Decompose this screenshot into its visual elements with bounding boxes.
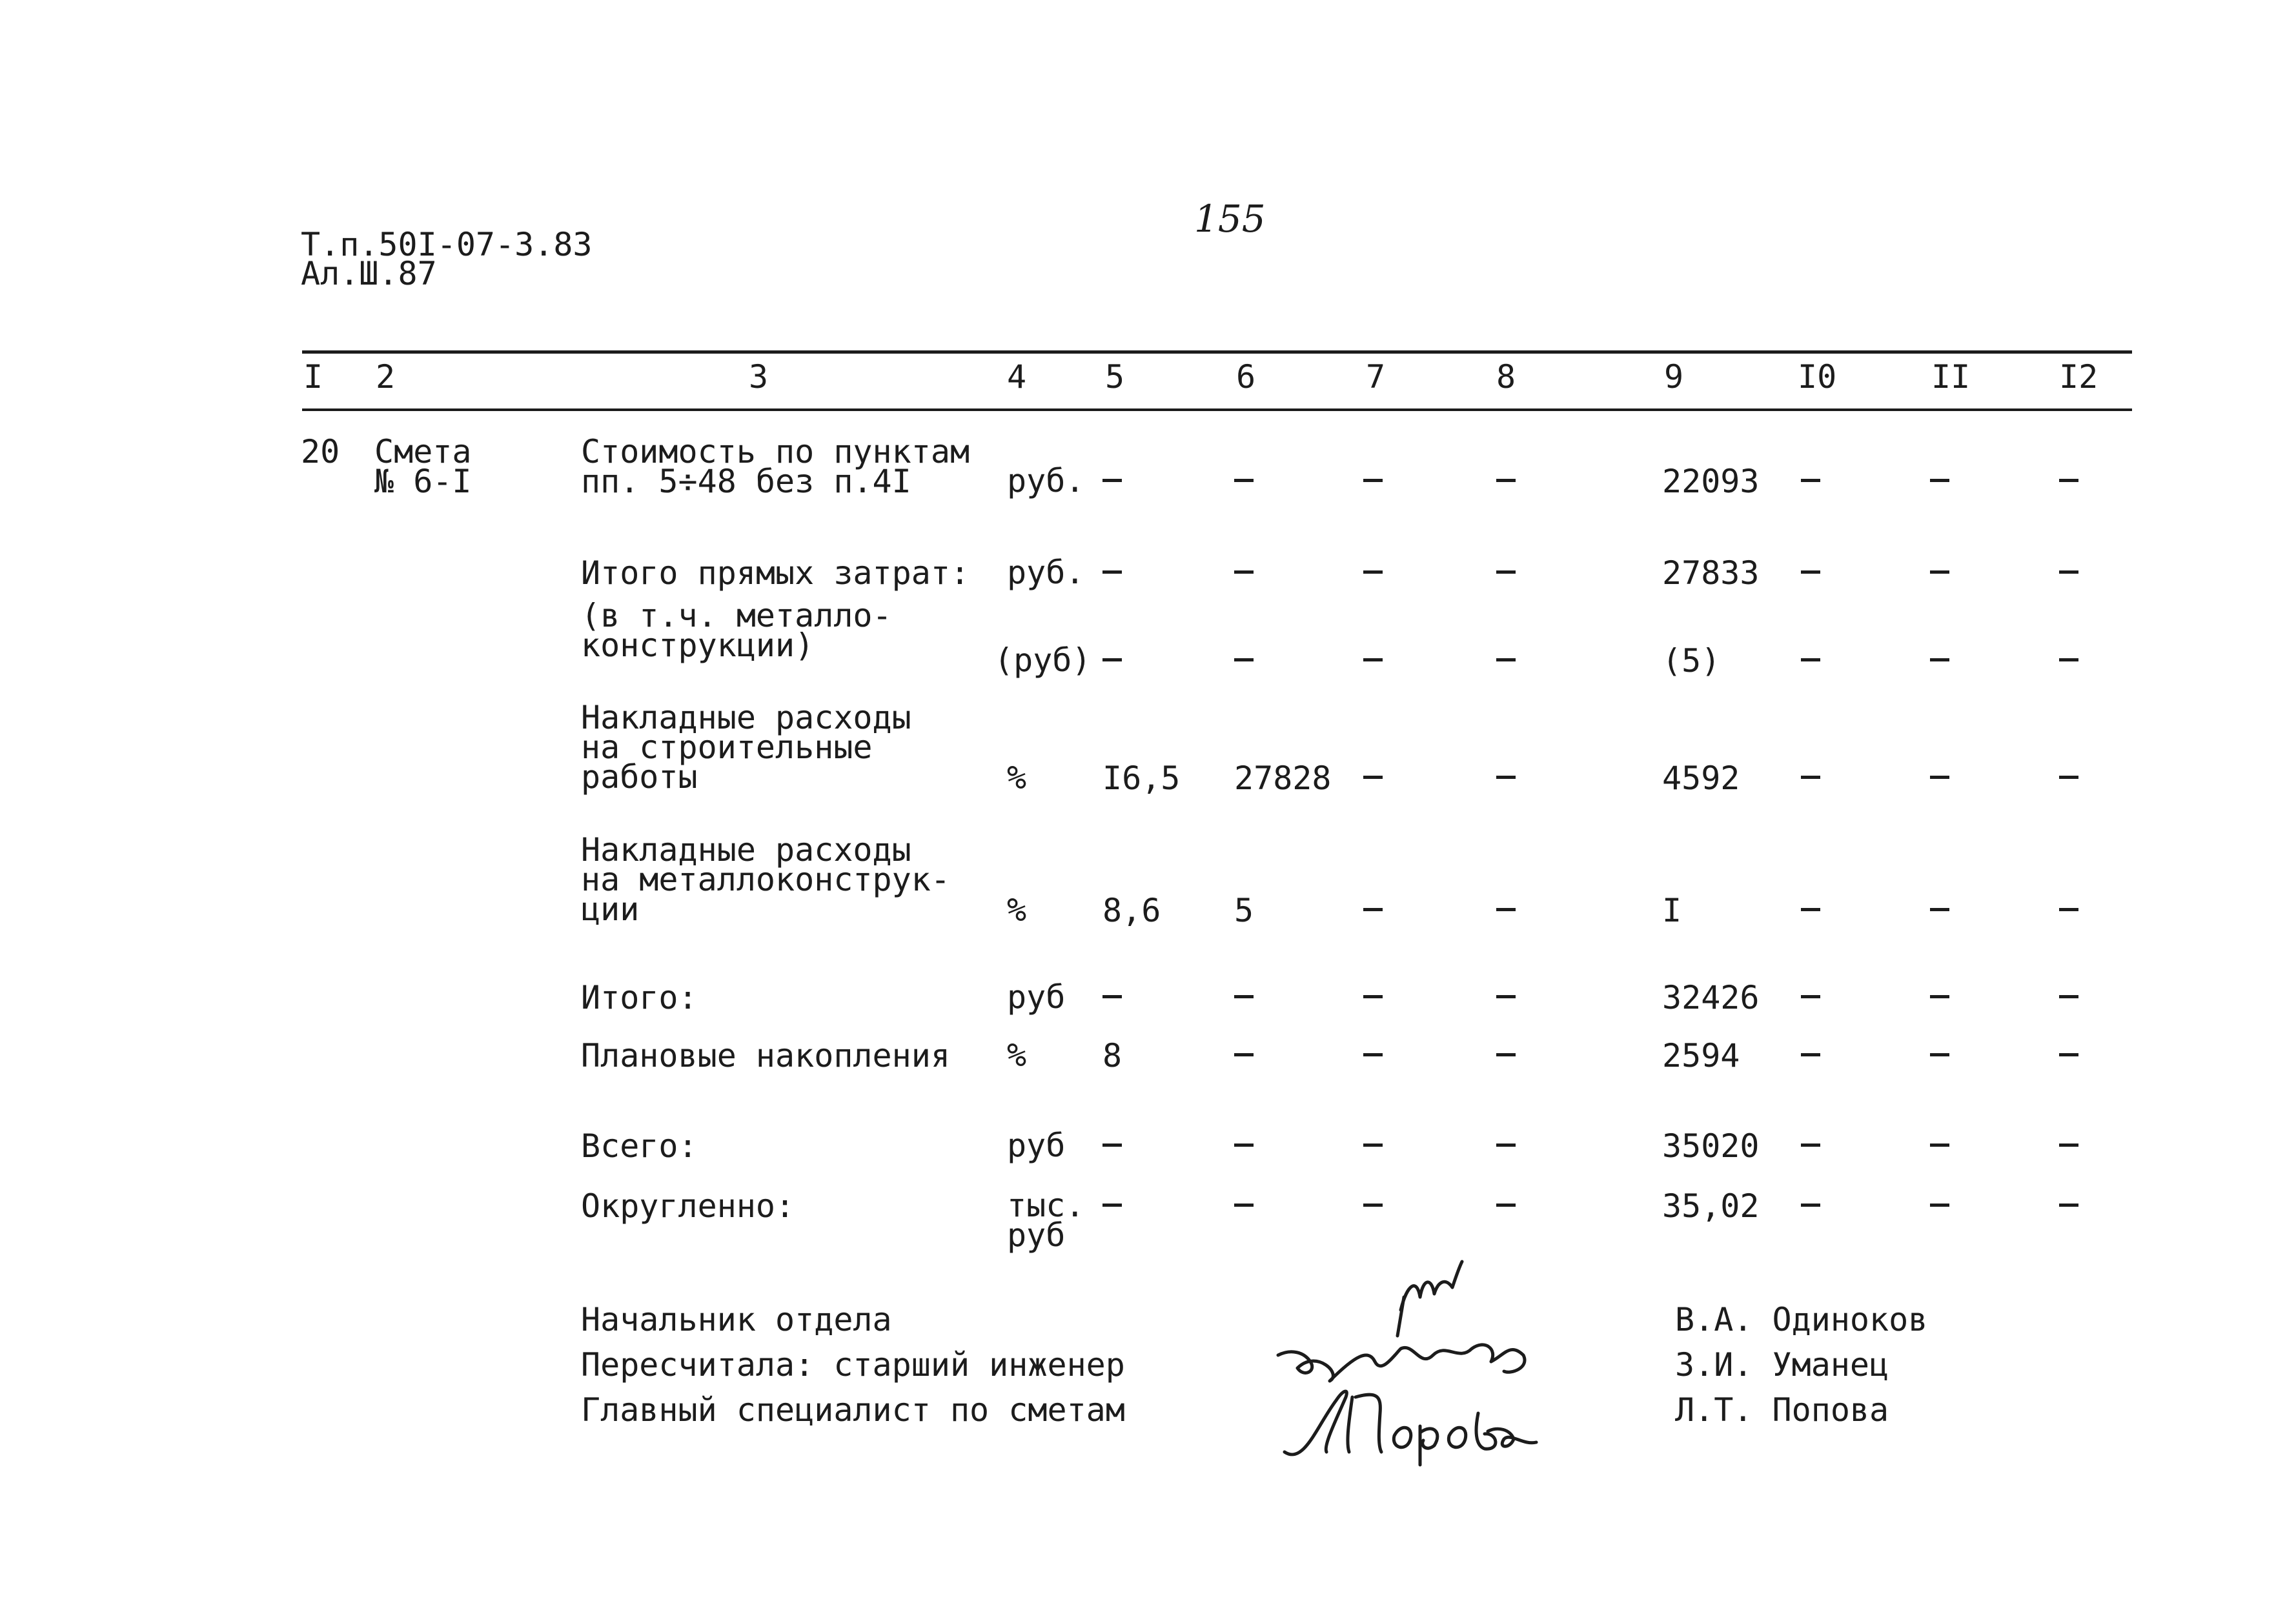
row-value-c7: [1363, 1040, 1383, 1071]
row-description: на металлоконструк-: [581, 861, 950, 898]
dash-mark: [1363, 995, 1383, 998]
row-unit: руб.: [1007, 462, 1085, 499]
row-unit: руб.: [1007, 554, 1085, 591]
row-value-c6: [1234, 982, 1254, 1013]
handwritten-signatures: [1265, 1258, 1562, 1484]
column-header-7: 7: [1366, 358, 1386, 396]
signature-initials-tail: [1397, 1297, 1404, 1336]
dash-mark: [1801, 1053, 1820, 1056]
row-value-c9: 4592: [1662, 760, 1740, 797]
dash-mark: [1930, 776, 1949, 779]
dash-mark: [2059, 479, 2078, 482]
page-number: 155: [1194, 197, 1266, 241]
row-value-c11: [1930, 1191, 1949, 1222]
dash-mark: [1234, 1053, 1254, 1056]
row-value-c7: [1363, 558, 1383, 589]
row-value-c10: [1801, 466, 1820, 497]
row-description: Всего:: [581, 1127, 698, 1165]
dash-mark: [1801, 1144, 1820, 1147]
row-value-c6: 27828: [1234, 760, 1332, 797]
row-value-c8: [1496, 763, 1516, 794]
dash-mark: [1234, 1204, 1254, 1207]
dash-mark: [1496, 570, 1516, 574]
row-value-c7: [1363, 895, 1383, 926]
dash-mark: [1496, 1144, 1516, 1147]
row-value-c12: [2059, 558, 2078, 589]
dash-mark: [1234, 995, 1254, 998]
dash-mark: [1363, 1204, 1383, 1207]
dash-mark: [1801, 995, 1820, 998]
row-value-c9: 27833: [1662, 554, 1760, 592]
row-description: Итого прямых затрат:: [581, 554, 970, 592]
row-value-c12: [2059, 982, 2078, 1013]
row-value-c11: [1930, 763, 1949, 794]
dash-mark: [2059, 658, 2078, 661]
column-header-1: I: [303, 358, 323, 396]
row-description: пп. 5÷48 без п.4I: [581, 463, 911, 500]
row-description: на строительные: [581, 729, 873, 766]
row-value-c12: [2059, 895, 2078, 926]
dash-mark: [1496, 1204, 1516, 1207]
row-value-c5: 8: [1102, 1037, 1123, 1074]
row-value-c7: [1363, 645, 1383, 676]
estimate-ref-line1: Смета: [374, 433, 472, 470]
row-value-c5: [1102, 466, 1122, 497]
dash-mark: [2059, 1204, 2078, 1207]
row-value-c9: 35,02: [1662, 1187, 1760, 1225]
row-value-c9: I: [1662, 892, 1682, 929]
row-description: (в т.ч. металло-: [581, 597, 892, 634]
dash-mark: [2059, 776, 2078, 779]
row-value-c9: 35020: [1662, 1127, 1760, 1165]
row-value-c5: 8,6: [1102, 892, 1161, 929]
dash-mark: [1930, 1053, 1949, 1056]
row-unit: руб: [1007, 978, 1066, 1016]
column-header-12: I2: [2059, 358, 2098, 396]
row-value-c11: [1930, 645, 1949, 676]
row-description: Итого:: [581, 979, 698, 1016]
dash-mark: [1930, 1204, 1949, 1207]
estimate-ref-line2: № 6-I: [374, 463, 472, 500]
row-value-c9: 32426: [1662, 979, 1760, 1016]
column-header-5: 5: [1105, 358, 1125, 396]
row-description: Плановые накопления: [581, 1037, 950, 1074]
signature-popova-o1-stroke: [1394, 1427, 1410, 1447]
row-value-c10: [1801, 558, 1820, 589]
column-header-9: 9: [1664, 358, 1684, 396]
column-header-11: II: [1931, 358, 1971, 396]
row-value-c6: [1234, 1040, 1254, 1071]
dash-mark: [1102, 1144, 1122, 1147]
dash-mark: [1496, 479, 1516, 482]
row-value-c8: [1496, 1131, 1516, 1162]
dash-mark: [1801, 908, 1820, 911]
row-value-c5: [1102, 645, 1122, 676]
dash-mark: [1801, 570, 1820, 574]
signature-initials-stroke: [1401, 1262, 1462, 1310]
signature-popova-p2-stroke: [1420, 1426, 1438, 1465]
row-value-c9: 22093: [1662, 463, 1760, 500]
dash-mark: [1102, 995, 1122, 998]
row-value-c11: [1930, 895, 1949, 926]
dash-mark: [1102, 479, 1122, 482]
table-header-rule: [302, 408, 2132, 411]
dash-mark: [1930, 570, 1949, 574]
dash-mark: [2059, 1144, 2078, 1147]
dash-mark: [1801, 776, 1820, 779]
signature-uamanets-stroke: [1278, 1345, 1525, 1381]
dash-mark: [2059, 1053, 2078, 1056]
row-description: ции: [581, 891, 640, 928]
signatory-role: Пересчитала: старший инженер: [581, 1346, 1125, 1384]
row-value-c8: [1496, 1040, 1516, 1071]
dash-mark: [1363, 908, 1383, 911]
dash-mark: [1930, 995, 1949, 998]
dash-mark: [1496, 1053, 1516, 1056]
dash-mark: [1496, 995, 1516, 998]
row-value-c10: [1801, 1131, 1820, 1162]
row-value-c9: (5): [1662, 642, 1721, 680]
dash-mark: [1930, 658, 1949, 661]
row-value-c10: [1801, 645, 1820, 676]
row-unit: %: [1007, 1036, 1027, 1074]
dash-mark: [1496, 776, 1516, 779]
signature-popova-va-stroke: [1476, 1413, 1536, 1449]
row-value-c10: [1801, 982, 1820, 1013]
row-description: Округленно:: [581, 1187, 795, 1225]
row-description: Накладные расходы: [581, 699, 911, 736]
row-value-c8: [1496, 895, 1516, 926]
row-value-c7: [1363, 763, 1383, 794]
dash-mark: [1801, 1204, 1820, 1207]
signatory-role: Начальник отдела: [581, 1301, 892, 1338]
dash-mark: [1102, 1204, 1122, 1207]
row-value-c7: [1363, 466, 1383, 497]
row-value-c5: I6,5: [1102, 760, 1181, 797]
dash-mark: [2059, 570, 2078, 574]
item-number: 20: [301, 433, 340, 470]
dash-mark: [1930, 479, 1949, 482]
row-unit: %: [1007, 891, 1027, 929]
dash-mark: [1102, 570, 1122, 574]
row-value-c12: [2059, 1131, 2078, 1162]
row-value-c8: [1496, 1191, 1516, 1222]
row-value-c10: [1801, 763, 1820, 794]
dash-mark: [1496, 658, 1516, 661]
dash-mark: [1234, 570, 1254, 574]
row-value-c9: 2594: [1662, 1037, 1740, 1074]
dash-mark: [1801, 479, 1820, 482]
row-unit: тыс. руб: [1007, 1187, 1085, 1254]
table-top-rule: [302, 350, 2132, 354]
row-value-c5: [1102, 1191, 1122, 1222]
row-description: работы: [581, 758, 698, 796]
column-header-8: 8: [1496, 358, 1516, 396]
row-description: Накладные расходы: [581, 831, 911, 869]
row-value-c12: [2059, 763, 2078, 794]
signature-popova-o2-stroke: [1448, 1427, 1465, 1447]
row-value-c12: [2059, 466, 2078, 497]
signatory-name: З.И. Уманец: [1675, 1346, 1889, 1384]
row-value-c11: [1930, 466, 1949, 497]
signatory-name: Л.Т. Попова: [1675, 1391, 1889, 1429]
dash-mark: [1363, 570, 1383, 574]
row-value-c11: [1930, 558, 1949, 589]
row-value-c6: [1234, 1131, 1254, 1162]
column-header-10: I0: [1798, 358, 1837, 396]
dash-mark: [2059, 995, 2078, 998]
row-value-c8: [1496, 645, 1516, 676]
row-value-c8: [1496, 558, 1516, 589]
row-value-c11: [1930, 1131, 1949, 1162]
row-value-c10: [1801, 895, 1820, 926]
row-value-c5: [1102, 1131, 1122, 1162]
doc-code-line2: Ал.Ш.87: [301, 255, 437, 292]
row-value-c6: [1234, 645, 1254, 676]
row-value-c6: [1234, 466, 1254, 497]
dash-mark: [1801, 658, 1820, 661]
row-unit: (руб): [994, 641, 1092, 679]
row-value-c5: [1102, 982, 1122, 1013]
dash-mark: [1930, 1144, 1949, 1147]
row-value-c6: [1234, 1191, 1254, 1222]
row-value-c7: [1363, 982, 1383, 1013]
row-value-c11: [1930, 982, 1949, 1013]
row-value-c12: [2059, 645, 2078, 676]
dash-mark: [1363, 1053, 1383, 1056]
row-value-c11: [1930, 1040, 1949, 1071]
dash-mark: [1102, 658, 1122, 661]
dash-mark: [1234, 658, 1254, 661]
row-value-c10: [1801, 1191, 1820, 1222]
dash-mark: [1496, 908, 1516, 911]
signature-popova-L-stroke: [1285, 1391, 1346, 1455]
row-unit: руб: [1007, 1127, 1066, 1164]
dash-mark: [1234, 479, 1254, 482]
dash-mark: [1363, 479, 1383, 482]
row-value-c7: [1363, 1191, 1383, 1222]
signature-popova-P-stroke: [1348, 1395, 1381, 1452]
dash-mark: [1363, 776, 1383, 779]
column-header-3: 3: [749, 358, 769, 396]
dash-mark: [2059, 908, 2078, 911]
dash-mark: [1234, 1144, 1254, 1147]
row-description: конструкции): [581, 627, 815, 664]
signatory-role: Главный специалист по сметам: [581, 1391, 1125, 1429]
dash-mark: [1363, 1144, 1383, 1147]
row-value-c12: [2059, 1191, 2078, 1222]
dash-mark: [1363, 658, 1383, 661]
row-value-c6: 5: [1234, 892, 1254, 929]
column-header-4: 4: [1007, 358, 1027, 396]
row-value-c8: [1496, 466, 1516, 497]
row-value-c10: [1801, 1040, 1820, 1071]
column-header-6: 6: [1236, 358, 1256, 396]
row-value-c8: [1496, 982, 1516, 1013]
column-header-2: 2: [376, 358, 396, 396]
row-description: Стоимость по пунктам: [581, 433, 970, 470]
row-value-c7: [1363, 1131, 1383, 1162]
signatory-name: В.А. Одиноков: [1675, 1301, 1928, 1338]
dash-mark: [1930, 908, 1949, 911]
row-unit: %: [1007, 759, 1027, 796]
row-value-c12: [2059, 1040, 2078, 1071]
row-value-c5: [1102, 558, 1122, 589]
doc-code-line1: Т.п.50I-07-3.83: [301, 226, 593, 263]
row-value-c6: [1234, 558, 1254, 589]
